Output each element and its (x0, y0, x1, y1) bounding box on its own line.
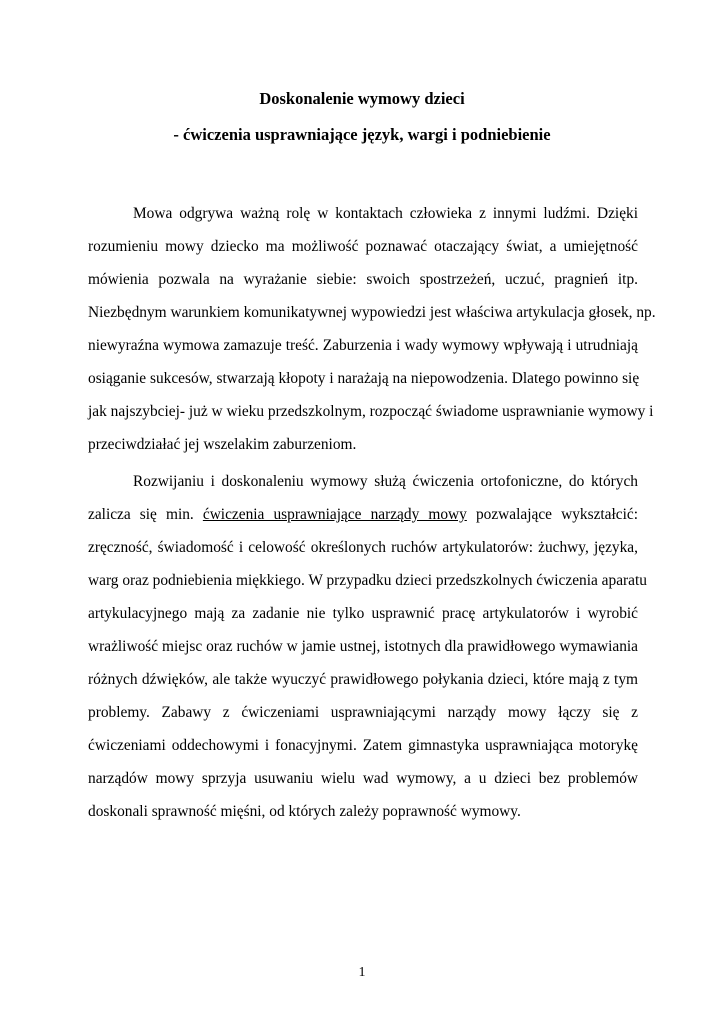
text-line: Niezbędnym warunkiem komunikatywnej wypowiedzi jest właściwa artykulacja głosek, np. (88, 304, 656, 321)
document-subtitle: - ćwiczenia usprawniające język, wargi i podniebienie (173, 125, 551, 144)
text-run: zalicza się min. (88, 506, 203, 523)
text-line: wrażliwość miejsc oraz ruchów w jamie ustnej, istotnych dla prawidłowego wymawiania (88, 638, 638, 655)
text-line: osiąganie sukcesów, stwarzają kłopoty i narażają na niepowodzenia. Dlatego powinno się (88, 370, 640, 387)
text-line: artykulacyjnego mają za zadanie nie tylko usprawnić pracę artykulatorów i wyrobić (88, 605, 638, 622)
text-line: Mowa odgrywa ważną rolę w kontaktach człowieka z innymi ludźmi. Dzięki (133, 205, 638, 222)
text-line: jak najszybciej- już w wieku przedszkolnym, rozpocząć świadome usprawnianie wymowy i (88, 403, 654, 420)
text-line: warg oraz podniebienia miękkiego. W przypadku dzieci przedszkolnych ćwiczenia aparatu (88, 572, 647, 589)
text-line: różnych dźwięków, ale także wyuczyć prawidłowego połykania dzieci, które mają z tym (88, 671, 638, 688)
text-line: niewyraźna wymowa zamazuje treść. Zaburzenia i wady wymowy wpływają i utrudniają (88, 337, 638, 354)
text-line: przeciwdziałać jej wszelakim zaburzeniom. (88, 436, 357, 453)
underlined-phrase: ćwiczenia usprawniające narządy mowy (202, 506, 467, 523)
text-line: problemy. Zabawy z ćwiczeniami usprawniającymi narządy mowy łączy się z (88, 704, 638, 721)
text-line: mówienia pozwala na wyrażanie siebie: swoich spostrzeżeń, uczuć, pragnień itp. (88, 271, 638, 288)
text-line: Rozwijaniu i doskonaleniu wymowy służą ćwiczenia ortofoniczne, do których (133, 473, 638, 490)
text-line: rozumieniu mowy dziecko ma możliwość poznawać otaczający świat, a umiejętność (88, 238, 638, 255)
text-line: zręczność, świadomość i celowość określonych ruchów artykulatorów: żuchwy, języka, (88, 539, 638, 556)
text-line: narządów mowy sprzyja usuwaniu wielu wad wymowy, a u dzieci bez problemów (88, 770, 638, 787)
text-line: doskonali sprawność mięśni, od których zależy poprawność wymowy. (88, 803, 521, 820)
text-line: ćwiczeniami oddechowymi i fonacyjnymi. Zatem gimnastyka usprawniająca motorykę (88, 737, 638, 754)
text-run: pozwalające wykształcić: (466, 506, 639, 523)
page-number: 1 (358, 965, 366, 980)
document-title: Doskonalenie wymowy dzieci (259, 89, 465, 108)
text-line (88, 505, 638, 525)
